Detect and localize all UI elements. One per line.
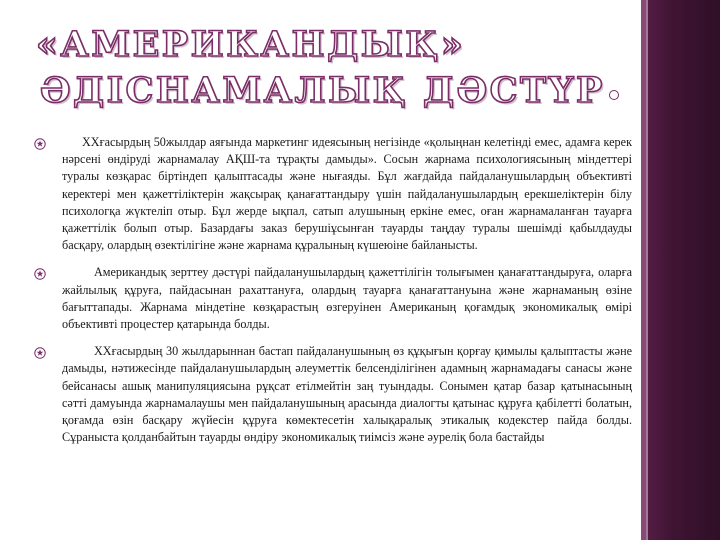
title-line-2 [36,68,636,114]
title-line-2-text: ӘДІСНАМАЛЫҚ ДӘСТҮР [40,70,605,111]
title-dot-ornament [609,90,619,100]
bullet-item [30,264,632,333]
title-line-1: «АМЕРИКАНДЫҚ» [36,24,466,65]
bullet-text-3: XXғасырдың 30 жылдарыннан бастап пайдаланушының өз құқығын қорғау қимылы қалыптасты және дамыды, нәтижесінде пайдаланушылардың әлеуметтік белсенділігінен адамның жарнамадағы санасы және бейсанасы ашық манипуляциясына рұқсат етілмейтін заң туындады. Сонымен қатар базар қатынасының сәтті дамуында жарнамалаушы мен пайдаланушының арасында диалогты қатынас құруға қабілетті болатын, қоғамда өзін басқару жүйесін құруға көмектесетін халықаралық этикалық кодекстер пайда болды. Сұраныста қолданбайтын тауарды өндіру экономикалық тиімсіз және әуреліқ бола бастайды [62,344,632,445]
circled-star-icon [34,268,46,280]
bullet-item [30,134,632,254]
bullet-item [30,343,632,446]
bullet-text-2: Американдық зерттеу дәстүрі пайдаланушылардың қажеттілігін толығымен қанағаттандыруға, оларға жайлылық құруға, пайдасынан рахаттануға, олардың тауарға қанағаттануына және жарнаманың өзіне бағыттапады. Жарнама міндетіне көзқарастың өзгеруінен Американың қоғамдық экономикалық өмірі объективті процестер қатарында болды. [62,265,632,332]
bullet-list [30,134,632,456]
circled-star-icon [34,347,46,359]
slide-title [36,22,636,114]
bullet-text-1: XXғасырдың 50жылдар аяғында маркетинг идеясының негізінде «қолыңнан келетінді емес, адамға керек нәрсені өндіруді жарнамалау АҚШ-та тұрақты дамыды». Сосын жарнама психологиясының міндеттері туралы көзқарас біртіндеп қалыптасады және нығаяды. Бұл жағдайда пайдаланушылардың объективті керектері мен қажеттіліктерін жақсырақ қанағаттандыру үшін пайдаланушылардың ерекшеліктерін білу психологқа жүктеліп отыр. Бұл жерде ықпал, сатып алушының еркіне емес, оған жарнамаланған тауарға қажеттілік болып отыр. Базардағы заказ берушіұсынған тауарды таңдау туралы шешімді қабылдауды басқару, олардың өзектілігіне және жарнама құралының күшеюіне байланысты. [62,135,632,253]
decorative-side-bar [641,0,720,540]
circled-star-icon [34,138,46,150]
